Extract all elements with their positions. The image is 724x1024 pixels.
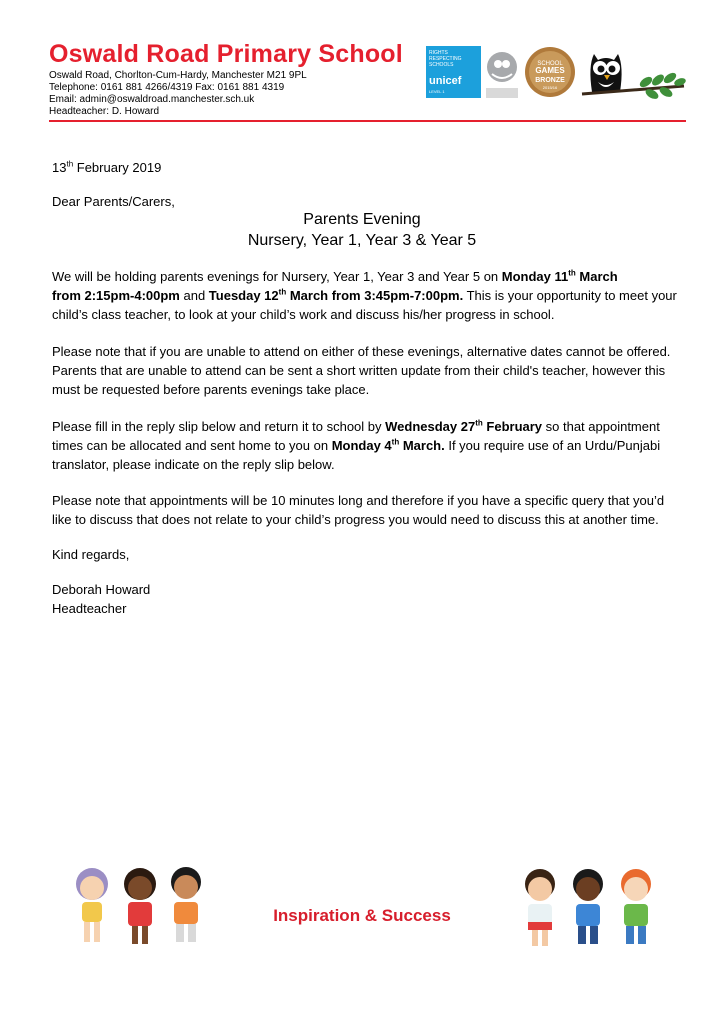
owl-on-branch-logo — [580, 44, 690, 104]
unicef-top-text: RIGHTS RESPECTING SCHOOLS — [429, 50, 462, 68]
address-line: Oswald Road, Chorlton-Cum-Hardy, Manchester M21 9PL — [49, 70, 307, 81]
letter-closing: Kind regards, — [52, 547, 130, 562]
bronze-line2: GAMES — [535, 66, 565, 75]
unicef-wordmark: unicef — [429, 75, 462, 87]
unicef-level-text: LEVEL 1 — [429, 89, 445, 94]
paragraph-dates: We will be holding parents evenings for Nursery, Year 1, Year 3 and Year 5 on Monday 11th March from 2:15pm-4:00pm and Tuesday 12th March from 3:45pm-7:00pm. This is your opportunity to meet your child’s class teacher, to look at your child’s work and discuss his/her progress in school. — [52, 268, 677, 322]
children-illustration-left — [66, 862, 216, 948]
header-divider — [49, 120, 686, 122]
unicef-rights-respecting-logo — [426, 46, 481, 98]
signatory-title: Headteacher — [52, 601, 127, 616]
contact-block — [49, 70, 307, 118]
headteacher-line: Headteacher: D. Howard — [49, 106, 160, 117]
bronze-line1: SCHOOL — [537, 61, 563, 67]
bronze-line4: 2015/16 — [542, 85, 558, 90]
grey-award-logo — [484, 50, 520, 102]
telephone-line: Telephone: 0161 881 4266/4319 Fax: 0161 881 4319 — [49, 82, 285, 93]
letter-date: 13th February 2019 — [52, 159, 162, 175]
signatory-name: Deborah Howard — [52, 582, 151, 597]
bronze-line3: BRONZE — [535, 77, 565, 84]
paragraph-alternative-dates: Please note that if you are unable to attend on either of these evenings, alternative dates cannot be offered. Parents that are unable to attend can be sent a short written update from their child's teacher, however this must be requested before parents evenings take place. — [52, 344, 671, 397]
email-line: Email: admin@oswaldroad.manchester.sch.uk — [49, 94, 255, 105]
paragraph-reply-slip: Please fill in the reply slip below and return it to school by Wednesday 27th February so that appointment times can be allocated and sent home to you on Monday 4th March. If you require use of an Urdu/Punjabi translator, please indicate on the reply slip below. — [52, 418, 661, 472]
letter-title: Parents Evening — [303, 211, 421, 228]
paragraph-appointment-length: Please note that appointments will be 10 minutes long and therefore if you have a specific query that you’d like to discuss that does not relate to your child’s progress you would need to discuss this at another time. — [52, 493, 665, 527]
school-name: Oswald Road Primary School — [49, 40, 403, 68]
letter-greeting: Dear Parents/Carers, — [52, 194, 175, 209]
letter-subtitle: Nursery, Year 1, Year 3 & Year 5 — [247, 232, 477, 249]
school-games-bronze-logo — [524, 46, 576, 98]
children-illustration-right — [514, 864, 664, 950]
school-motto: Inspiration & Success — [273, 906, 451, 925]
